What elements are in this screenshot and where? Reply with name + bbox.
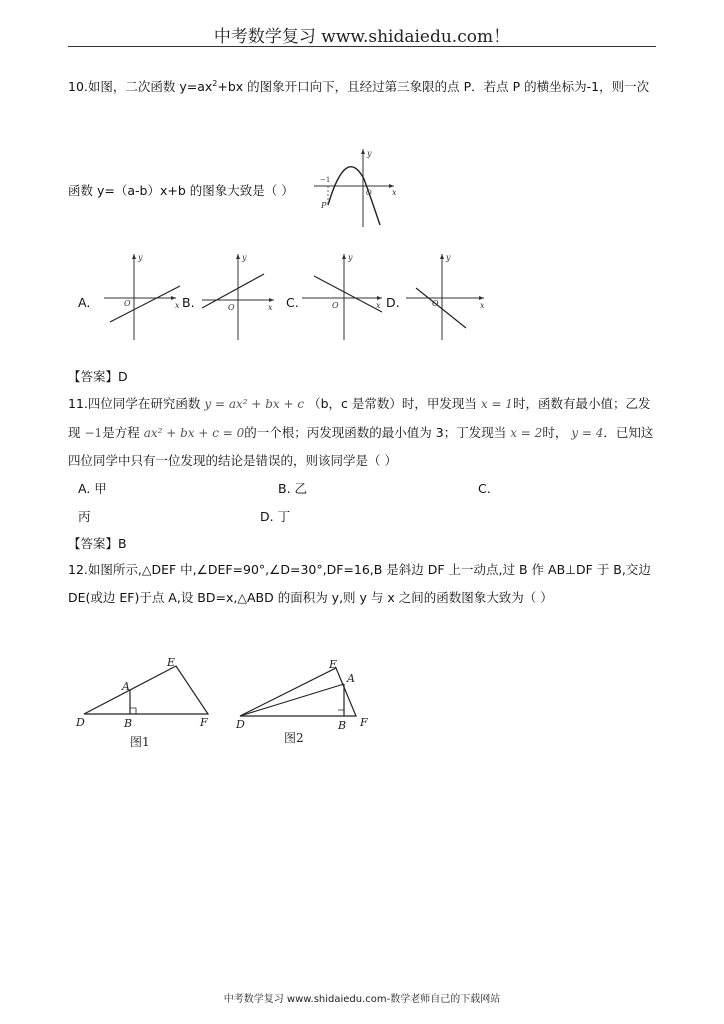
q10-graph-a <box>96 248 188 343</box>
fig1-right-angle <box>130 708 136 714</box>
q10-a-y-arrow-icon <box>132 254 136 259</box>
q10-option-a: A. <box>78 295 91 310</box>
q11-formula-equation: ax² + bx + c = 0 <box>143 426 245 440</box>
q11-formula-function: y = ax² + bx + c <box>204 397 305 411</box>
q10-answer: 【答案】D <box>68 369 128 384</box>
q10-a-x-arrow-icon <box>171 296 176 300</box>
q12-line2: DE(或边 EF)于点 A,设 BD=x,△ABD 的面积为 y,则 y 与 x 之间的函数图象大致为（ ） <box>68 590 553 605</box>
fig1-label-b: B <box>124 717 133 730</box>
q10-a-y-label: y <box>138 253 143 262</box>
q10-c-y-label: y <box>348 253 353 262</box>
fig2-label-f: F <box>360 716 368 729</box>
fig1-label-e: E <box>167 656 176 669</box>
page-footer: 中考数学复习 www.shidaiedu.com-数学老师自己的下载网站 <box>223 994 501 1005</box>
fig2-label-e: E <box>329 658 338 671</box>
q10-line2: 函数 y=（a-b）x+b 的图象大致是（ ） <box>68 183 294 198</box>
q11-formula-minus-one: −1 <box>84 426 103 440</box>
q10-option-d: D. <box>386 295 400 310</box>
fig2-label-b: B <box>338 719 347 732</box>
q11-text-7: 时， <box>542 425 568 440</box>
q11-text-4: 现 <box>68 425 81 440</box>
page-header: 中考数学复习 www.shidaiedu.com！ <box>213 27 511 47</box>
q11-text-2: （b，c 是常数）时，甲发现当 <box>308 396 477 411</box>
fig2-segment-da <box>240 684 344 716</box>
q10-c-x-label: x <box>376 301 381 310</box>
q10-origin-label: O <box>366 189 372 197</box>
q10-line1 <box>68 78 649 96</box>
q10-x-label: x <box>392 188 397 197</box>
q10-b-origin-label: O <box>228 303 235 312</box>
q10-b-x-arrow-icon <box>269 298 274 302</box>
q11-option-b: B. 乙 <box>278 481 308 496</box>
q10-d-line <box>416 288 466 328</box>
q12-figure-2 <box>232 652 382 752</box>
q11-option-a: A. 甲 <box>78 481 107 496</box>
q11-formula-x1: x = 1 <box>480 397 513 411</box>
q11-formula-x2: x = 2 <box>510 426 543 440</box>
q10-y-arrow-icon <box>361 149 365 154</box>
q11-text-6: 的一个根；丙发现函数的最小值为 3；丁发现当 <box>244 425 507 440</box>
q12-line1: 12.如图所示,△DEF 中,∠DEF=90°,∠D=30°,DF=16,B 是斜边 DF 上一动点,过 B 作 AB⊥DF 于 B,交边 <box>68 562 651 577</box>
q11-option-c-text: 丙 <box>78 509 91 524</box>
q10-b-y-label: y <box>242 253 247 262</box>
q11-option-c: C. <box>478 481 491 496</box>
q10-d-y-arrow-icon <box>440 254 444 259</box>
q10-graph-b <box>196 248 288 343</box>
q11-option-d: D. 丁 <box>260 509 291 524</box>
fig2-label-a: A <box>347 672 355 685</box>
fig1-label-a: A <box>122 680 130 693</box>
fig1-label-d: D <box>76 716 85 729</box>
fig1-caption: 图1 <box>130 735 150 749</box>
q11-line1 <box>68 395 650 413</box>
q10-b-x-label: x <box>268 303 273 312</box>
q10-option-b: B. <box>182 295 195 310</box>
q11-answer: 【答案】B <box>68 536 127 551</box>
q11-text-3: 时，函数有最小值；乙发 <box>512 396 651 411</box>
header-divider <box>68 46 656 47</box>
q10-d-origin-label: O <box>432 299 439 308</box>
q10-b-y-arrow-icon <box>236 254 240 259</box>
fig1-label-f: F <box>200 716 208 729</box>
fig2-triangle <box>240 668 356 716</box>
q11-text-8: ．已知这 <box>603 425 654 440</box>
q10-c-y-arrow-icon <box>342 254 346 259</box>
q11-text-5: 是方程 <box>102 425 140 440</box>
q10-exponent: 2 <box>212 79 218 88</box>
q10-graph-c <box>300 248 392 343</box>
q11-formula-y4: y = 4 <box>571 426 604 440</box>
q10-p-label: P <box>321 201 327 210</box>
q11-line2 <box>68 424 653 442</box>
fig2-right-angle <box>338 710 344 716</box>
q10-parabola-figure <box>308 145 403 231</box>
q10-d-x-label: x <box>480 301 485 310</box>
q10-a-origin-label: O <box>124 299 131 308</box>
fig1-triangle <box>84 666 208 714</box>
q10-c-line <box>314 276 382 312</box>
q10-parabola <box>328 167 380 225</box>
q10-graph-d <box>402 248 494 343</box>
q12-figure-1 <box>72 652 222 752</box>
q10-line1-end: +bx 的图象开口向下，且经过第三象限的点 P．若点 P 的横坐标为-1，则一次 <box>217 79 650 94</box>
q11-line3: 四位同学中只有一位发现的结论是错误的，则该同学是（ ） <box>68 453 397 468</box>
q10-a-x-label: x <box>175 301 180 310</box>
q10-option-c: C. <box>286 295 299 310</box>
q10-d-x-arrow-icon <box>479 296 484 300</box>
q10-a-line <box>110 286 180 322</box>
q10-d-y-label: y <box>446 253 451 262</box>
q10-c-x-arrow-icon <box>377 296 382 300</box>
q10-c-origin-label: O <box>332 301 339 310</box>
q10-line1-start: 10.如图，二次函数 y=ax <box>68 79 213 94</box>
fig2-caption: 图2 <box>284 731 304 745</box>
fig2-label-d: D <box>236 718 245 731</box>
q10-y-label: y <box>367 149 372 158</box>
q11-text-1: 11.四位同学在研究函数 <box>68 396 201 411</box>
q10-minus-one-label: −1 <box>320 176 331 184</box>
